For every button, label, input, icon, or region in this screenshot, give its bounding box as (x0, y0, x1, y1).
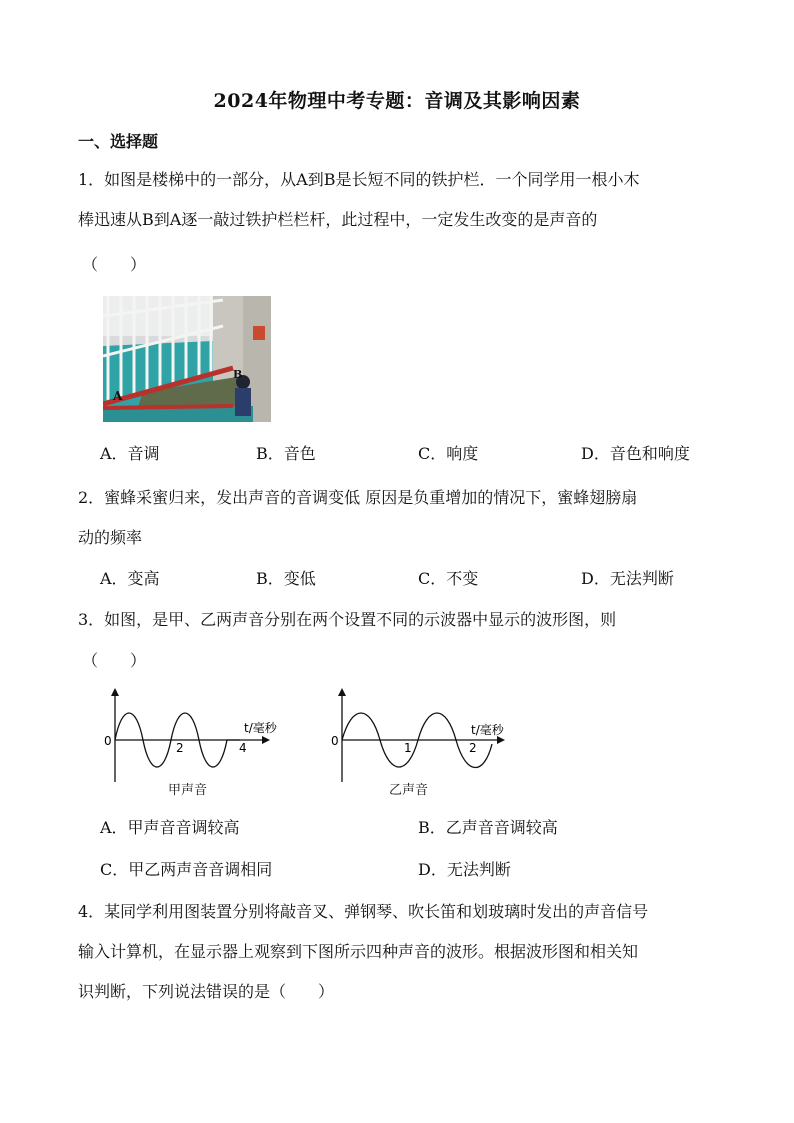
question-3-line-1: 3．如图，是甲、乙两声音分别在两个设置不同的示波器中显示的波形图，则 (78, 610, 617, 629)
section-heading: 一、选择题 (78, 132, 159, 151)
question-1-text (78, 160, 738, 240)
q2-option-c[interactable]: C．不变 (418, 569, 479, 588)
question-4-line-3: 识判断，下列说法错误的是（ ） (78, 982, 335, 1001)
q2-option-a[interactable]: A．变高 (100, 569, 160, 588)
question-4-text (78, 892, 738, 1012)
q1-option-c[interactable]: C．响度 (418, 444, 479, 463)
jia-origin-label: 0 (104, 734, 112, 748)
question-4-line-2: 输入计算机，在显示器上观察到下图所示四种声音的波形。根据波形图和相关知 (78, 942, 639, 961)
question-2-line-1: 2．蜜蜂采蜜归来，发出声音的音调变低 原因是负重增加的情况下，蜜蜂翅膀扇 (78, 488, 638, 507)
photo-label-a: A (113, 389, 123, 403)
waveform-jia (98, 684, 298, 784)
q3-option-c[interactable]: C．甲乙两声音音调相同 (100, 860, 273, 879)
jia-tick-4: 4 (239, 741, 247, 755)
question-2-text (78, 478, 738, 558)
yi-tick-1: 1 (404, 741, 412, 755)
q2-option-b[interactable]: B．变低 (256, 569, 316, 588)
question-1-answer-blank: （ ） (82, 255, 147, 274)
q2-option-d[interactable]: D．无法判断 (581, 569, 674, 588)
question-1-line-2: 棒迅速从B到A逐一敲过铁护栏栏杆，此过程中，一定发生改变的是声音的 (78, 210, 598, 229)
photo-label-b: B (233, 368, 243, 381)
question-1-line-1: 1．如图是楼梯中的一部分，从A到B是长短不同的铁护栏．一个同学用一根小木 (78, 170, 640, 189)
jia-axis-label: t/毫秒 (244, 721, 277, 735)
staircase-photo (103, 296, 271, 422)
q3-option-d[interactable]: D．无法判断 (418, 860, 511, 879)
waveform-yi (325, 684, 525, 784)
q1-option-d[interactable]: D．音色和响度 (581, 444, 690, 463)
yi-tick-2: 2 (469, 741, 477, 755)
jia-caption: 甲声音 (168, 783, 208, 798)
question-3-answer-blank: （ ） (82, 651, 147, 670)
question-3-text (78, 600, 738, 640)
yi-origin-label: 0 (331, 734, 339, 748)
question-2-line-2: 动的频率 (78, 528, 143, 547)
yi-caption: 乙声音 (389, 783, 429, 798)
page-title: 2024年物理中考专题：音调及其影响因素 (213, 90, 581, 112)
q3-option-b[interactable]: B．乙声音音调较高 (418, 818, 558, 837)
question-4-line-1: 4．某同学利用图装置分别将敲音叉、弹钢琴、吹长笛和划玻璃时发出的声音信号 (78, 902, 649, 921)
jia-tick-2: 2 (176, 741, 184, 755)
yi-axis-label: t/毫秒 (471, 723, 504, 737)
q1-option-a[interactable]: A．音调 (100, 444, 160, 463)
q3-option-a[interactable]: A．甲声音音调较高 (100, 818, 240, 837)
q1-option-b[interactable]: B．音色 (256, 444, 316, 463)
